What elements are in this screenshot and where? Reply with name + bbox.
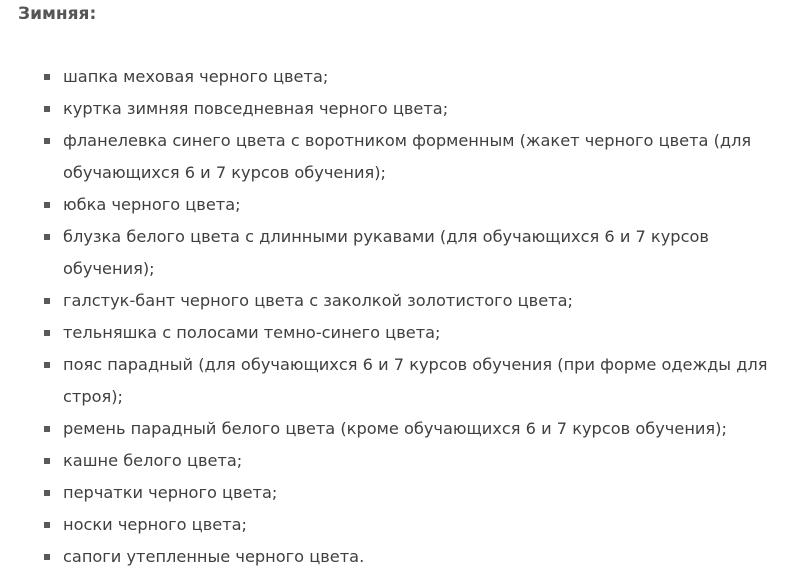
list-item <box>0 445 790 477</box>
item-text: носки черного цвета; <box>63 515 247 534</box>
square-bullet-icon <box>44 362 50 368</box>
item-text: кашне белого цвета; <box>63 451 243 470</box>
item-text: куртка зимняя повседневная черного цвета; <box>63 99 449 118</box>
item-text-continuation: обучающихся 6 и 7 курсов обучения); <box>63 163 386 182</box>
item-text: пояс парадный (для обучающихся 6 и 7 курсов обучения (при форме одежды для <box>63 355 768 374</box>
square-bullet-icon <box>44 490 50 496</box>
square-bullet-icon <box>44 298 50 304</box>
list-item <box>0 477 790 509</box>
list-item <box>0 93 790 125</box>
section-heading: Зимняя: <box>18 4 97 24</box>
square-bullet-icon <box>44 106 50 112</box>
square-bullet-icon <box>44 426 50 432</box>
item-text: юбка черного цвета; <box>63 195 241 214</box>
list-item <box>0 317 790 349</box>
item-text: тельняшка с полосами темно-синего цвета; <box>63 323 441 342</box>
square-bullet-icon <box>44 458 50 464</box>
item-text-continuation: строя); <box>63 387 124 406</box>
item-text: галстук-бант черного цвета с заколкой золотистого цвета; <box>63 291 573 310</box>
list-item <box>0 541 790 573</box>
item-text: шапка меховая черного цвета; <box>63 67 329 86</box>
square-bullet-icon <box>44 74 50 80</box>
list-item <box>0 189 790 221</box>
list-item <box>0 349 790 413</box>
item-text: сапоги утепленные черного цвета. <box>63 547 365 566</box>
item-text: фланелевка синего цвета с воротником форменным (жакет черного цвета (для <box>63 131 752 150</box>
square-bullet-icon <box>44 554 50 560</box>
square-bullet-icon <box>44 234 50 240</box>
item-text: перчатки черного цвета; <box>63 483 278 502</box>
item-text: ремень парадный белого цвета (кроме обучающихся 6 и 7 курсов обучения); <box>63 419 727 438</box>
list-item <box>0 61 790 93</box>
list-item <box>0 221 790 285</box>
list-item <box>0 125 790 189</box>
uniform-item-list <box>0 61 790 573</box>
item-text-continuation: обучения); <box>63 259 155 278</box>
square-bullet-icon <box>44 330 50 336</box>
square-bullet-icon <box>44 522 50 528</box>
list-item <box>0 285 790 317</box>
square-bullet-icon <box>44 202 50 208</box>
list-item <box>0 509 790 541</box>
item-text: блузка белого цвета с длинными рукавами (для обучающихся 6 и 7 курсов <box>63 227 709 246</box>
square-bullet-icon <box>44 138 50 144</box>
list-item <box>0 413 790 445</box>
